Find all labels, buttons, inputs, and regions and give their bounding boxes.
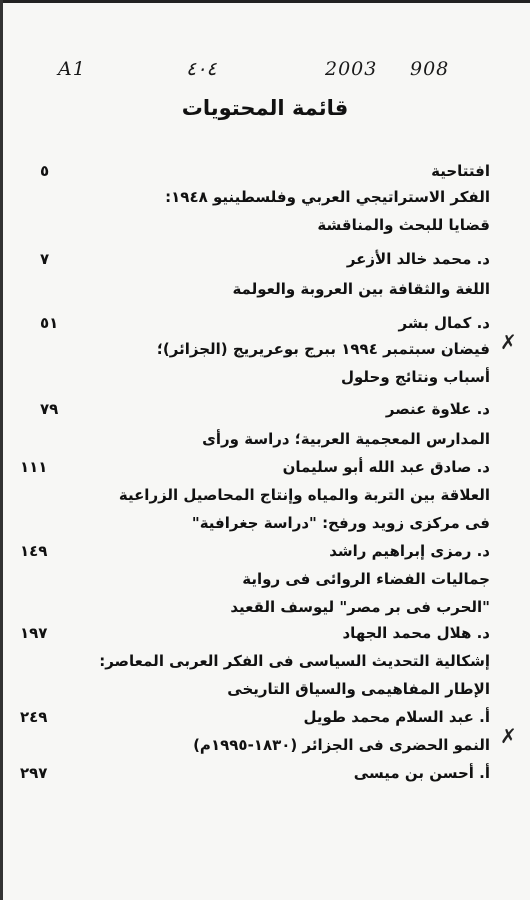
toc-line bbox=[20, 510, 490, 536]
toc-line bbox=[40, 426, 490, 452]
toc-line bbox=[20, 760, 490, 786]
handwritten-note: ٤٠٤ bbox=[186, 58, 217, 80]
toc-page-number: ٥ bbox=[40, 162, 50, 180]
toc-page-number: ٢٤٩ bbox=[20, 708, 48, 726]
toc-line bbox=[40, 158, 490, 184]
handwritten-note: 2003 bbox=[325, 58, 378, 80]
handwritten-note: A1 bbox=[58, 58, 86, 80]
toc-page-number: ١١١ bbox=[20, 458, 48, 476]
toc-line-text: أ. عبد السلام محمد طويل bbox=[303, 708, 490, 726]
toc-line bbox=[20, 732, 490, 758]
toc-line-text: الإطار المفاهيمى والسياق التاريخى bbox=[227, 680, 490, 698]
toc-line bbox=[20, 676, 490, 702]
scan-edge-left bbox=[0, 0, 3, 900]
toc-page-number: ١٤٩ bbox=[20, 542, 48, 560]
toc-line-text: أ. أحسن بن ميسى bbox=[353, 764, 490, 782]
toc-line bbox=[40, 364, 490, 390]
toc-line-text: الفكر الاستراتيجي العربي وفلسطينيو ١٩٤٨: bbox=[165, 188, 490, 206]
toc-line bbox=[20, 538, 490, 564]
toc-line-text: د. رمزى إبراهيم راشد bbox=[329, 542, 490, 560]
toc-line-text: فيضان سبتمبر ١٩٩٤ ببرج بوعريريج (الجزائر)؛ bbox=[156, 340, 490, 358]
toc-line-text: د. محمد خالد الأزعر bbox=[346, 250, 490, 268]
toc-page-number: ٥١ bbox=[40, 314, 59, 332]
toc-line bbox=[40, 276, 490, 302]
toc-line-text: د. كمال بشر bbox=[398, 314, 490, 332]
toc-line bbox=[40, 246, 490, 272]
handwritten-x-mark-icon: ✗ bbox=[500, 724, 517, 748]
toc-line bbox=[20, 482, 490, 508]
toc-line-text: جماليات الفضاء الروائى فى رواية bbox=[242, 570, 490, 588]
toc-line-text: "الحرب فى بر مصر" ليوسف القعيد bbox=[230, 598, 490, 616]
toc-page-number: ٧ bbox=[40, 250, 50, 268]
toc-line bbox=[20, 620, 490, 646]
toc-page-number: ٧٩ bbox=[40, 400, 59, 418]
toc-line-text: العلاقة بين التربة والمياه وإنتاج المحاصيل الزراعية bbox=[118, 486, 490, 504]
toc-line-text: د. هلال محمد الجهاد bbox=[342, 624, 490, 642]
toc-line bbox=[40, 212, 490, 238]
page-title: قائمة المحتويات bbox=[181, 96, 349, 120]
toc-line bbox=[40, 310, 490, 336]
toc-line-text: د. علاوة عنصر bbox=[385, 400, 490, 418]
handwritten-x-mark-icon: ✗ bbox=[500, 330, 517, 354]
toc-line bbox=[40, 336, 490, 362]
toc-line-text: أسباب ونتائج وحلول bbox=[341, 368, 490, 386]
toc-page-number: ٢٩٧ bbox=[20, 764, 48, 782]
scan-edge-top bbox=[0, 0, 530, 3]
toc-line-text: قضايا للبحث والمناقشة bbox=[317, 216, 490, 234]
toc-line-text: افتتاحية bbox=[431, 162, 490, 180]
toc-line bbox=[20, 454, 490, 480]
toc-line bbox=[20, 648, 490, 674]
toc-line bbox=[20, 704, 490, 730]
toc-line-text: المدارس المعجمية العربية؛ دراسة ورأى bbox=[202, 430, 490, 448]
handwritten-note: 908 bbox=[410, 58, 450, 80]
toc-line-text: اللغة والثقافة بين العروبة والعولمة bbox=[232, 280, 490, 298]
toc-line bbox=[20, 566, 490, 592]
toc-line-text: د. صادق عبد الله أبو سليمان bbox=[282, 458, 490, 476]
toc-line-text: إشكالية التحديث السياسى فى الفكر العربى المعاصر: bbox=[99, 652, 490, 670]
toc-line bbox=[40, 396, 490, 422]
toc-line-text: النمو الحضرى فى الجزائر (١٨٣٠-١٩٩٥م) bbox=[193, 736, 490, 754]
toc-line bbox=[20, 594, 490, 620]
toc-line bbox=[40, 184, 490, 210]
toc-page-number: ١٩٧ bbox=[20, 624, 48, 642]
toc-line-text: فى مركزى زويد ورفح: "دراسة جغرافية" bbox=[191, 514, 490, 532]
